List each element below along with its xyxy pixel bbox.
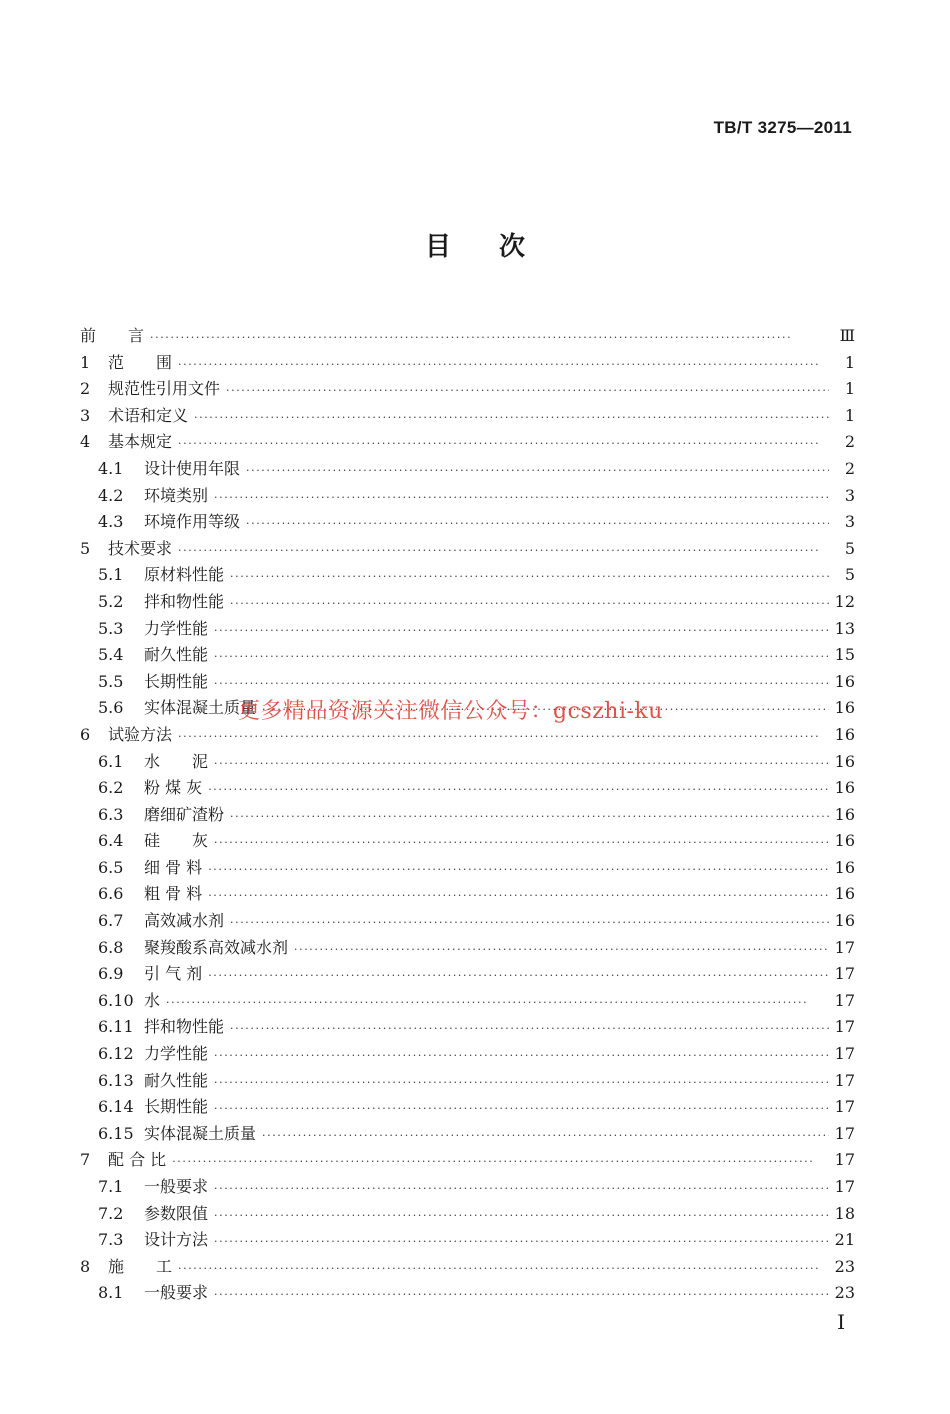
toc-entry-label: 硅 灰 <box>144 831 209 851</box>
toc-entry-page: Ⅲ <box>839 326 855 345</box>
toc-entry[interactable] <box>80 403 855 430</box>
toc-entry-label: 施 工 <box>108 1256 173 1276</box>
toc-entry[interactable] <box>80 749 855 776</box>
toc-entry-number: 5.1 <box>98 565 124 585</box>
toc-entry-page: 16 <box>834 884 855 904</box>
toc-entry-page: 17 <box>834 1177 855 1196</box>
toc-entry[interactable] <box>80 589 855 616</box>
standard-code: TB/T 3275—2011 <box>713 118 852 137</box>
toc-entry[interactable] <box>80 429 855 456</box>
toc-entry-page: 2 <box>844 458 855 478</box>
toc-entry-number: 7.3 <box>98 1230 124 1250</box>
toc-leader-dots <box>230 570 829 583</box>
toc-entry-page: 21 <box>834 1230 855 1250</box>
toc-leader-dots <box>226 384 829 397</box>
toc-entry-label: 长期性能 <box>144 671 209 691</box>
toc-entry-number: 7.1 <box>98 1177 124 1196</box>
toc-entry-label: 规范性引用文件 <box>108 379 221 399</box>
toc-entry-number: 6.3 <box>98 804 124 824</box>
toc-entry-page: 16 <box>834 857 855 877</box>
toc-entry-number: 6.10 <box>98 990 134 1010</box>
toc-leader-dots <box>214 491 829 504</box>
toc-entry-page: 1 <box>844 352 855 372</box>
toc-entry-label: 聚羧酸系高效减水剂 <box>144 937 289 957</box>
watermark-text: 更多精品资源关注微信公众号：gcszhi-ku <box>238 699 663 724</box>
toc-entry[interactable] <box>80 616 855 643</box>
toc-leader-dots <box>214 1235 829 1248</box>
toc-entry-label: 耐久性能 <box>144 1070 209 1090</box>
toc-leader-dots <box>178 730 829 743</box>
toc-entry-page: 23 <box>834 1256 855 1276</box>
toc-leader-dots <box>178 437 829 450</box>
toc-entry-number: 6.7 <box>98 911 124 931</box>
toc-entry-number: 4 <box>80 432 91 452</box>
toc-entry-page: 17 <box>834 1150 855 1170</box>
toc-entry-page: 13 <box>834 618 855 638</box>
toc-entry-number: 5 <box>80 538 91 558</box>
toc-entry-page: 5 <box>844 538 855 558</box>
toc-entry-number: 6.8 <box>98 937 124 957</box>
toc-leader-dots <box>172 1155 828 1168</box>
toc-entry-page: 17 <box>834 937 855 957</box>
toc-entry[interactable] <box>80 562 855 589</box>
toc-entry-number: 5.2 <box>98 591 124 611</box>
toc-entry[interactable] <box>80 1014 855 1041</box>
toc-leader-dots <box>230 810 829 823</box>
toc-entry-label: 粉 煤 灰 <box>144 778 203 798</box>
toc-leader-dots <box>294 943 829 956</box>
toc-entry-label: 基本规定 <box>108 432 173 452</box>
toc-entry-page: 15 <box>834 645 855 665</box>
toc-entry-label: 实体混凝土质量 <box>144 698 257 718</box>
toc-entry[interactable] <box>80 775 855 802</box>
toc-leader-dots <box>214 1049 829 1062</box>
toc-entry-page: 17 <box>834 964 855 984</box>
toc-entry-label: 力学性能 <box>144 1044 209 1064</box>
toc-entry[interactable] <box>80 722 855 749</box>
toc-leader-dots <box>208 783 828 796</box>
toc-entry-number: 1 <box>80 352 91 372</box>
toc-entry-number: 4.3 <box>98 512 124 532</box>
toc-leader-dots <box>166 996 829 1009</box>
toc-entry-page: 16 <box>834 751 855 771</box>
toc-entry-page: 5 <box>844 565 855 585</box>
toc-entry-number: 8.1 <box>98 1283 124 1303</box>
toc-leader-dots <box>214 757 829 770</box>
toc-entry[interactable] <box>80 935 855 962</box>
toc-entry-label: 一般要求 <box>144 1283 209 1303</box>
toc-entry-number: 5.6 <box>98 698 124 718</box>
toc-leader-dots <box>230 1022 829 1035</box>
toc-entry-page: 3 <box>844 485 855 505</box>
toc-entry-label: 磨细矿渣粉 <box>144 804 225 824</box>
toc-entry-number: 3 <box>80 405 91 425</box>
toc-entry-number: 6.13 <box>98 1070 134 1090</box>
toc-entry[interactable] <box>80 1201 855 1228</box>
toc-entry[interactable] <box>80 855 855 882</box>
toc-entry-label: 细 骨 料 <box>144 857 203 877</box>
toc-leader-dots <box>194 411 829 424</box>
toc-entry-page: 17 <box>834 1044 855 1064</box>
toc-entry[interactable] <box>80 1094 855 1121</box>
toc-entry[interactable] <box>80 1227 855 1254</box>
toc-entry[interactable] <box>80 1254 855 1281</box>
toc-entry[interactable] <box>80 456 855 483</box>
toc-entry[interactable] <box>80 1174 855 1201</box>
toc-leader-dots <box>214 1076 829 1089</box>
toc-leader-dots <box>214 1288 829 1301</box>
toc-entry[interactable] <box>80 669 855 696</box>
toc-entry-label: 拌和物性能 <box>144 591 225 611</box>
toc-entry-page: 16 <box>834 911 855 931</box>
toc-leader-dots <box>246 517 829 530</box>
toc-entry-page: 1 <box>844 405 855 425</box>
toc-leader-dots <box>214 1209 829 1222</box>
toc-entry-page: 12 <box>834 591 855 611</box>
toc-entry-number: 6.5 <box>98 857 124 877</box>
toc-entry-number: 6 <box>80 724 91 744</box>
toc-leader-dots <box>262 1129 829 1142</box>
toc-entry[interactable] <box>80 1068 855 1095</box>
toc-entry[interactable] <box>80 1147 855 1174</box>
toc-entry-page: 16 <box>834 671 855 691</box>
toc-leader-dots <box>214 1182 829 1195</box>
toc-entry-page: 1 <box>844 379 855 399</box>
toc-leader-dots <box>230 916 829 929</box>
toc-entry-label: 高效减水剂 <box>144 911 225 931</box>
toc-entry-number: 6.9 <box>98 964 124 984</box>
toc-entry-label: 配 合 比 <box>108 1150 167 1170</box>
toc-entry-label: 试验方法 <box>108 724 173 744</box>
toc-entry-label: 实体混凝土质量 <box>144 1123 257 1143</box>
toc-leader-dots <box>214 1102 829 1115</box>
toc-entry[interactable] <box>80 802 855 829</box>
toc-entry-page: 16 <box>834 804 855 824</box>
toc-entry-label: 设计方法 <box>144 1230 209 1250</box>
toc-entry-page: 17 <box>834 1123 855 1143</box>
toc-leader-dots <box>214 650 829 663</box>
toc-leader-dots <box>214 677 829 690</box>
toc-entry[interactable] <box>80 988 855 1015</box>
toc-entry-page: 18 <box>834 1203 855 1223</box>
toc-entry-number: 6.2 <box>98 778 124 798</box>
table-of-contents <box>80 323 855 1307</box>
toc-leader-dots <box>208 969 828 982</box>
toc-entry-label: 范 围 <box>108 352 173 372</box>
toc-entry-label: 术语和定义 <box>108 405 189 425</box>
toc-entry[interactable] <box>80 908 855 935</box>
toc-entry-number: 6.15 <box>98 1123 134 1143</box>
toc-entry-page: 16 <box>834 831 855 851</box>
toc-leader-dots <box>208 889 828 902</box>
toc-entry-page: 17 <box>834 990 855 1010</box>
page-title: 目次 <box>424 232 573 262</box>
toc-entry-label: 长期性能 <box>144 1097 209 1117</box>
toc-entry-page: 23 <box>834 1283 855 1303</box>
page-number: I <box>837 1310 845 1334</box>
toc-entry[interactable] <box>80 536 855 563</box>
toc-entry-label: 前 言 <box>80 326 145 345</box>
toc-entry[interactable] <box>80 323 855 350</box>
toc-entry-number: 6.6 <box>98 884 124 904</box>
toc-leader-dots <box>208 863 828 876</box>
toc-entry[interactable] <box>80 350 855 377</box>
toc-entry-label: 设计使用年限 <box>144 458 241 478</box>
toc-entry-page: 17 <box>834 1070 855 1090</box>
toc-entry-label: 引 气 剂 <box>144 964 203 984</box>
toc-entry-number: 7.2 <box>98 1203 124 1223</box>
toc-leader-dots <box>214 836 829 849</box>
toc-entry-label: 原材料性能 <box>144 565 225 585</box>
toc-entry-number: 6.12 <box>98 1044 134 1064</box>
toc-entry-number: 6.14 <box>98 1097 134 1117</box>
toc-leader-dots <box>230 597 829 610</box>
toc-entry[interactable] <box>80 1280 855 1307</box>
toc-leader-dots <box>150 331 829 344</box>
toc-entry-page: 17 <box>834 1017 855 1037</box>
toc-leader-dots <box>246 464 829 477</box>
toc-entry-number: 4.1 <box>98 458 124 478</box>
toc-entry-number: 6.4 <box>98 831 124 851</box>
toc-entry-number: 6.11 <box>98 1017 134 1037</box>
toc-leader-dots <box>178 544 829 557</box>
toc-entry-number: 6.1 <box>98 751 124 771</box>
toc-entry-page: 16 <box>834 724 855 744</box>
toc-entry-page: 16 <box>834 698 855 718</box>
toc-entry-label: 一般要求 <box>144 1177 209 1196</box>
toc-entry[interactable] <box>80 509 855 536</box>
toc-entry[interactable] <box>80 881 855 908</box>
toc-entry[interactable] <box>80 1121 855 1148</box>
toc-entry[interactable] <box>80 1041 855 1068</box>
toc-entry-label: 环境类别 <box>144 485 209 505</box>
toc-entry-label: 水 <box>144 990 161 1010</box>
toc-entry-number: 5.4 <box>98 645 124 665</box>
toc-entry-label: 技术要求 <box>108 538 173 558</box>
toc-entry-number: 5.5 <box>98 671 124 691</box>
toc-entry[interactable] <box>80 828 855 855</box>
toc-entry-number: 7 <box>80 1150 91 1170</box>
toc-entry-page: 17 <box>834 1097 855 1117</box>
toc-entry-page: 3 <box>844 512 855 532</box>
toc-entry-label: 水 泥 <box>144 751 209 771</box>
toc-entry-number: 8 <box>80 1256 91 1276</box>
toc-entry-label: 粗 骨 料 <box>144 884 203 904</box>
toc-leader-dots <box>178 1262 829 1275</box>
toc-entry[interactable] <box>80 376 855 403</box>
toc-entry-label: 耐久性能 <box>144 645 209 665</box>
toc-entry-label: 拌和物性能 <box>144 1017 225 1037</box>
toc-entry-number: 4.2 <box>98 485 124 505</box>
toc-entry-number: 2 <box>80 379 91 399</box>
toc-leader-dots <box>214 624 829 637</box>
toc-leader-dots <box>178 358 829 371</box>
toc-entry-label: 参数限值 <box>144 1203 209 1223</box>
toc-entry-label: 环境作用等级 <box>144 512 241 532</box>
toc-entry[interactable] <box>80 483 855 510</box>
toc-entry[interactable] <box>80 642 855 669</box>
toc-entry-page: 2 <box>844 432 855 452</box>
toc-entry-number: 5.3 <box>98 618 124 638</box>
toc-entry-label: 力学性能 <box>144 618 209 638</box>
toc-entry-page: 16 <box>834 778 855 798</box>
toc-entry[interactable] <box>80 961 855 988</box>
